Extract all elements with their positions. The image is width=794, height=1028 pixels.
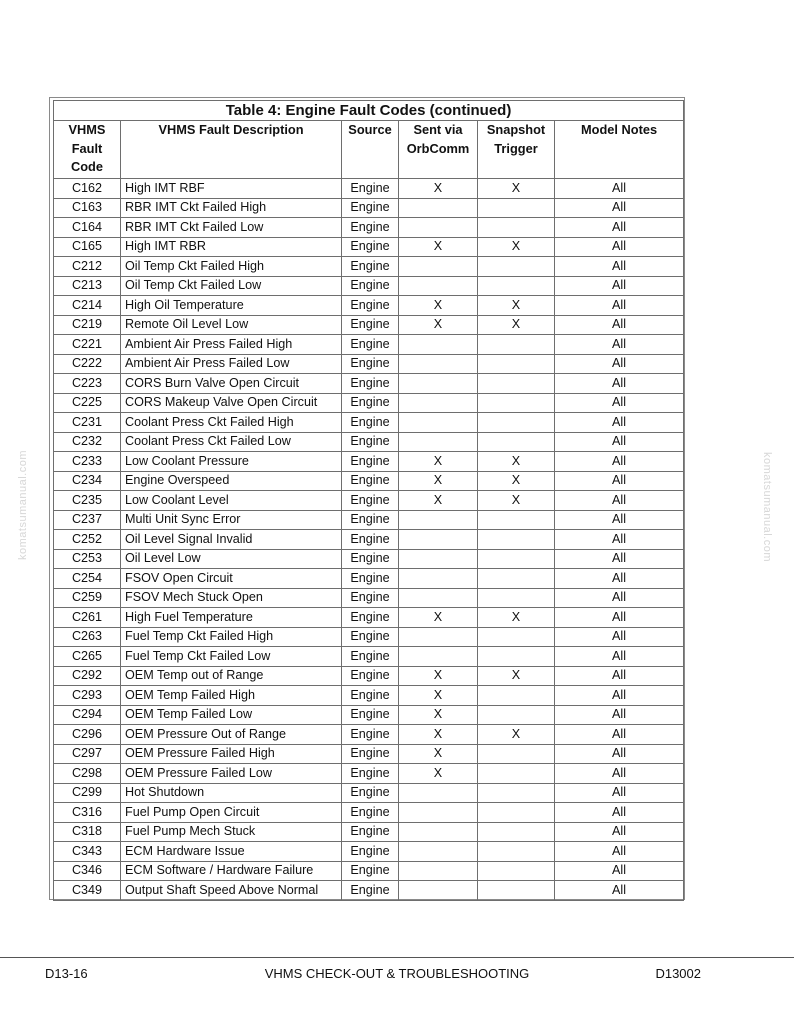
table-row [54,822,684,842]
orbcomm-cell [399,803,478,823]
fault-code-cell: C221 [54,335,121,355]
model-notes-cell: All [555,413,684,433]
source-cell: Engine [342,647,399,667]
snapshot-trigger-cell: X [478,725,555,745]
source-cell: Engine [342,510,399,530]
fault-code-cell: C162 [54,179,121,199]
model-notes-cell: All [555,179,684,199]
fault-description-cell: Oil Level Signal Invalid [121,530,342,550]
table-row [54,510,684,530]
fault-description-cell: Engine Overspeed [121,471,342,491]
snapshot-trigger-cell [478,413,555,433]
model-notes-cell: All [555,881,684,901]
table-row [54,198,684,218]
source-cell: Engine [342,627,399,647]
snapshot-trigger-cell [478,374,555,394]
model-notes-cell: All [555,374,684,394]
fault-code-cell: C254 [54,569,121,589]
model-notes-cell: All [555,393,684,413]
fault-code-cell: C318 [54,822,121,842]
fault-description-cell: Fuel Temp Ckt Failed Low [121,647,342,667]
model-notes-cell: All [555,647,684,667]
source-cell: Engine [342,881,399,901]
source-cell: Engine [342,218,399,238]
snapshot-trigger-cell [478,354,555,374]
fault-description-cell: Output Shaft Speed Above Normal [121,881,342,901]
snapshot-trigger-cell: X [478,666,555,686]
fault-description-cell: Coolant Press Ckt Failed Low [121,432,342,452]
fault-code-cell: C212 [54,257,121,277]
model-notes-cell: All [555,237,684,257]
orbcomm-cell [399,783,478,803]
orbcomm-cell: X [399,471,478,491]
fault-code-cell: C343 [54,842,121,862]
fault-description-cell: Coolant Press Ckt Failed High [121,413,342,433]
fault-description-cell: Oil Level Low [121,549,342,569]
fault-description-cell: Hot Shutdown [121,783,342,803]
snapshot-trigger-cell [478,510,555,530]
orbcomm-cell [399,549,478,569]
model-notes-cell: All [555,218,684,238]
orbcomm-cell: X [399,296,478,316]
footer-page-number: D13-16 [45,966,88,981]
fault-code-cell: C316 [54,803,121,823]
snapshot-trigger-cell [478,432,555,452]
fault-code-cell: C253 [54,549,121,569]
source-cell: Engine [342,276,399,296]
orbcomm-cell: X [399,744,478,764]
snapshot-trigger-cell: X [478,296,555,316]
model-notes-cell: All [555,822,684,842]
source-cell: Engine [342,491,399,511]
fault-code-cell: C164 [54,218,121,238]
orbcomm-cell: X [399,686,478,706]
fault-description-cell: Low Coolant Level [121,491,342,511]
orbcomm-cell: X [399,705,478,725]
model-notes-cell: All [555,666,684,686]
fault-description-cell: Multi Unit Sync Error [121,510,342,530]
orbcomm-cell [399,393,478,413]
model-notes-cell: All [555,276,684,296]
table-row [54,354,684,374]
model-notes-cell: All [555,315,684,335]
model-notes-cell: All [555,764,684,784]
fault-code-cell: C232 [54,432,121,452]
table-body [54,179,684,901]
orbcomm-cell: X [399,725,478,745]
header-fault-code-line-3: Code [71,159,103,174]
source-cell: Engine [342,413,399,433]
orbcomm-cell [399,822,478,842]
source-cell: Engine [342,393,399,413]
fault-description-cell: OEM Temp Failed High [121,686,342,706]
table-title: Table 4: Engine Fault Codes (continued) [54,101,684,121]
source-cell: Engine [342,354,399,374]
table-row [54,374,684,394]
source-cell: Engine [342,452,399,472]
table-row [54,530,684,550]
table-row [54,881,684,901]
snapshot-trigger-cell [478,764,555,784]
source-cell: Engine [342,471,399,491]
fault-description-cell: RBR IMT Ckt Failed High [121,198,342,218]
fault-code-cell: C234 [54,471,121,491]
snapshot-trigger-cell: X [478,237,555,257]
orbcomm-cell [399,335,478,355]
orbcomm-cell: X [399,764,478,784]
orbcomm-cell [399,413,478,433]
model-notes-cell: All [555,491,684,511]
model-notes-cell: All [555,861,684,881]
fault-description-cell: FSOV Open Circuit [121,569,342,589]
model-notes-cell: All [555,471,684,491]
orbcomm-cell [399,510,478,530]
orbcomm-cell [399,218,478,238]
snapshot-trigger-cell [478,257,555,277]
source-cell: Engine [342,803,399,823]
source-cell: Engine [342,764,399,784]
source-cell: Engine [342,588,399,608]
fault-description-cell: OEM Pressure Out of Range [121,725,342,745]
model-notes-cell: All [555,686,684,706]
model-notes-cell: All [555,530,684,550]
snapshot-trigger-cell [478,822,555,842]
table-row [54,471,684,491]
fault-description-cell: CORS Makeup Valve Open Circuit [121,393,342,413]
watermark-right: komatsumanual.com [761,452,773,562]
snapshot-trigger-cell [478,842,555,862]
fault-code-cell: C165 [54,237,121,257]
fault-code-cell: C296 [54,725,121,745]
snapshot-trigger-cell [478,588,555,608]
fault-description-cell: FSOV Mech Stuck Open [121,588,342,608]
orbcomm-cell: X [399,491,478,511]
snapshot-trigger-cell: X [478,452,555,472]
orbcomm-cell [399,432,478,452]
table-row [54,179,684,199]
model-notes-cell: All [555,198,684,218]
header-orbcomm-line-2: OrbComm [406,140,470,156]
model-notes-cell: All [555,725,684,745]
orbcomm-cell [399,627,478,647]
table-row [54,393,684,413]
source-cell: Engine [342,666,399,686]
orbcomm-cell [399,374,478,394]
fault-description-cell: OEM Temp Failed Low [121,705,342,725]
fault-code-cell: C225 [54,393,121,413]
fault-codes-table [53,100,684,901]
fault-description-cell: Oil Temp Ckt Failed Low [121,276,342,296]
fault-description-cell: High IMT RBF [121,179,342,199]
model-notes-cell: All [555,335,684,355]
source-cell: Engine [342,335,399,355]
snapshot-trigger-cell [478,627,555,647]
source-cell: Engine [342,744,399,764]
header-fault-code-line-2: Fault [71,140,103,156]
table-row [54,725,684,745]
table-row [54,842,684,862]
orbcomm-cell [399,861,478,881]
snapshot-trigger-cell [478,705,555,725]
header-snapshot-line-1: Snapshot [486,122,546,137]
source-cell: Engine [342,549,399,569]
table-row [54,413,684,433]
fault-description-cell: Low Coolant Pressure [121,452,342,472]
fault-description-cell: Fuel Pump Mech Stuck [121,822,342,842]
header-description: VHMS Fault Description [121,121,342,179]
fault-description-cell: High Oil Temperature [121,296,342,316]
table-row [54,237,684,257]
table-row [54,588,684,608]
table-row [54,218,684,238]
model-notes-cell: All [555,705,684,725]
snapshot-trigger-cell [478,393,555,413]
fault-code-cell: C235 [54,491,121,511]
table-row [54,783,684,803]
table-row [54,764,684,784]
footer-section-title: VHMS CHECK-OUT & TROUBLESHOOTING [264,966,530,981]
snapshot-trigger-cell [478,647,555,667]
model-notes-cell: All [555,744,684,764]
fault-description-cell: CORS Burn Valve Open Circuit [121,374,342,394]
orbcomm-cell: X [399,608,478,628]
footer-document-code: D13002 [655,966,701,981]
orbcomm-cell [399,257,478,277]
header-model-notes: Model Notes [555,121,684,179]
source-cell: Engine [342,822,399,842]
table-row [54,666,684,686]
fault-description-cell: ECM Software / Hardware Failure [121,861,342,881]
fault-description-cell: ECM Hardware Issue [121,842,342,862]
fault-code-cell: C222 [54,354,121,374]
source-cell: Engine [342,257,399,277]
orbcomm-cell [399,647,478,667]
fault-code-cell: C231 [54,413,121,433]
snapshot-trigger-cell: X [478,491,555,511]
orbcomm-cell: X [399,452,478,472]
header-snapshot [478,121,555,179]
fault-code-cell: C223 [54,374,121,394]
fault-description-cell: Remote Oil Level Low [121,315,342,335]
fault-code-cell: C294 [54,705,121,725]
model-notes-cell: All [555,257,684,277]
source-cell: Engine [342,198,399,218]
source-cell: Engine [342,842,399,862]
table-row [54,569,684,589]
snapshot-trigger-cell [478,198,555,218]
fault-code-cell: C219 [54,315,121,335]
fault-code-cell: C261 [54,608,121,628]
orbcomm-cell: X [399,237,478,257]
orbcomm-cell [399,276,478,296]
fault-code-cell: C297 [54,744,121,764]
table-row [54,686,684,706]
fault-code-cell: C259 [54,588,121,608]
source-cell: Engine [342,725,399,745]
table-row [54,647,684,667]
orbcomm-cell [399,569,478,589]
source-cell: Engine [342,237,399,257]
snapshot-trigger-cell [478,783,555,803]
model-notes-cell: All [555,510,684,530]
model-notes-cell: All [555,354,684,374]
snapshot-trigger-cell: X [478,471,555,491]
fault-code-cell: C293 [54,686,121,706]
source-cell: Engine [342,861,399,881]
fault-description-cell: Oil Temp Ckt Failed High [121,257,342,277]
fault-code-cell: C292 [54,666,121,686]
fault-description-cell: Ambient Air Press Failed High [121,335,342,355]
snapshot-trigger-cell [478,549,555,569]
source-cell: Engine [342,705,399,725]
orbcomm-cell [399,354,478,374]
table-row [54,276,684,296]
orbcomm-cell [399,530,478,550]
orbcomm-cell: X [399,179,478,199]
model-notes-cell: All [555,452,684,472]
snapshot-trigger-cell [478,218,555,238]
model-notes-cell: All [555,627,684,647]
fault-code-cell: C346 [54,861,121,881]
table-row [54,491,684,511]
snapshot-trigger-cell [478,861,555,881]
fault-code-cell: C265 [54,647,121,667]
source-cell: Engine [342,296,399,316]
orbcomm-cell [399,588,478,608]
snapshot-trigger-cell [478,569,555,589]
fault-description-cell: Fuel Temp Ckt Failed High [121,627,342,647]
source-cell: Engine [342,783,399,803]
model-notes-cell: All [555,588,684,608]
fault-description-cell: High Fuel Temperature [121,608,342,628]
table-row [54,744,684,764]
header-orbcomm [399,121,478,179]
fault-code-cell: C263 [54,627,121,647]
fault-code-cell: C349 [54,881,121,901]
table-row [54,705,684,725]
table-row [54,549,684,569]
snapshot-trigger-cell: X [478,179,555,199]
model-notes-cell: All [555,569,684,589]
model-notes-cell: All [555,783,684,803]
source-cell: Engine [342,530,399,550]
model-notes-cell: All [555,803,684,823]
table-row [54,803,684,823]
header-fault-code-line-1: VHMS [68,122,106,137]
header-source: Source [342,121,399,179]
fault-code-cell: C252 [54,530,121,550]
model-notes-cell: All [555,842,684,862]
source-cell: Engine [342,374,399,394]
fault-code-cell: C214 [54,296,121,316]
orbcomm-cell [399,842,478,862]
source-cell: Engine [342,569,399,589]
model-notes-cell: All [555,296,684,316]
source-cell: Engine [342,315,399,335]
fault-code-cell: C163 [54,198,121,218]
model-notes-cell: All [555,608,684,628]
snapshot-trigger-cell [478,803,555,823]
orbcomm-cell: X [399,666,478,686]
source-cell: Engine [342,432,399,452]
snapshot-trigger-cell [478,530,555,550]
fault-code-cell: C298 [54,764,121,784]
source-cell: Engine [342,179,399,199]
snapshot-trigger-cell [478,335,555,355]
model-notes-cell: All [555,432,684,452]
table-row [54,296,684,316]
snapshot-trigger-cell [478,276,555,296]
fault-description-cell: Fuel Pump Open Circuit [121,803,342,823]
source-cell: Engine [342,686,399,706]
header-orbcomm-line-1: Sent via [413,122,463,137]
table-row [54,627,684,647]
header-fault-code [54,121,121,179]
fault-code-cell: C213 [54,276,121,296]
fault-code-cell: C237 [54,510,121,530]
table-row [54,335,684,355]
model-notes-cell: All [555,549,684,569]
snapshot-trigger-cell: X [478,315,555,335]
fault-description-cell: OEM Pressure Failed Low [121,764,342,784]
watermark-left: komatsumanual.com [17,450,29,560]
table-row [54,608,684,628]
fault-description-cell: High IMT RBR [121,237,342,257]
table-row [54,315,684,335]
orbcomm-cell [399,881,478,901]
snapshot-trigger-cell [478,686,555,706]
table-row [54,861,684,881]
source-cell: Engine [342,608,399,628]
table-row [54,257,684,277]
header-snapshot-line-2: Trigger [494,140,538,156]
fault-description-cell: RBR IMT Ckt Failed Low [121,218,342,238]
fault-description-cell: Ambient Air Press Failed Low [121,354,342,374]
fault-code-cell: C299 [54,783,121,803]
table-row [54,452,684,472]
snapshot-trigger-cell [478,881,555,901]
orbcomm-cell [399,198,478,218]
table-row [54,432,684,452]
fault-description-cell: OEM Temp out of Range [121,666,342,686]
snapshot-trigger-cell: X [478,608,555,628]
footer-divider [0,957,794,958]
fault-code-cell: C233 [54,452,121,472]
fault-description-cell: OEM Pressure Failed High [121,744,342,764]
snapshot-trigger-cell [478,744,555,764]
orbcomm-cell: X [399,315,478,335]
table-header-row [54,121,684,179]
